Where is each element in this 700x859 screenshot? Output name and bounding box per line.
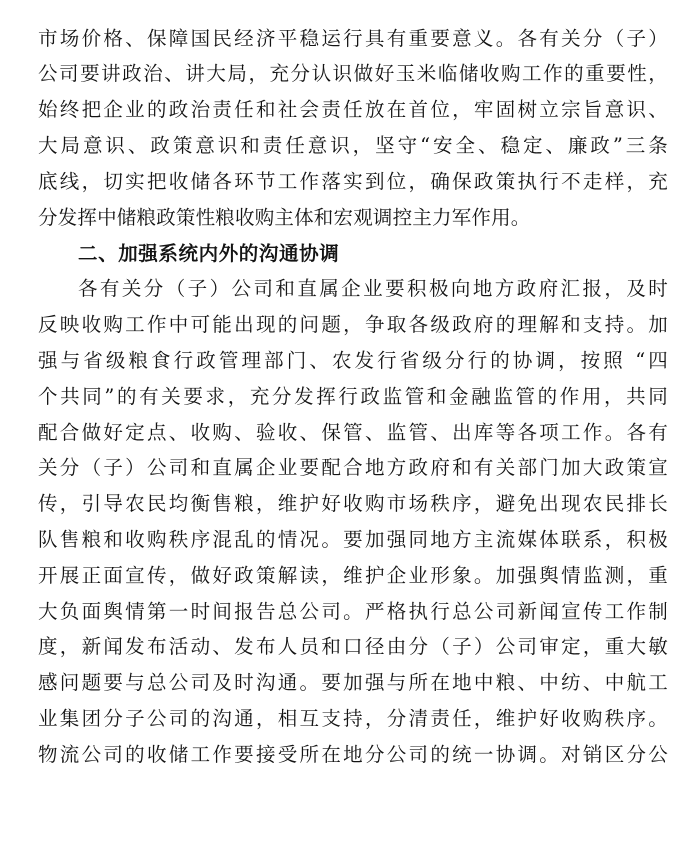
paragraph-line: 始终把企业的政治责任和社会责任放在首位，牢固树立宗旨意识、 (38, 98, 668, 121)
paragraph-line: 市场价格、保障国民经济平稳运行具有重要意义。各有关分（子） (38, 27, 668, 50)
paragraph-line: 底线，切实把收储各环节工作落实到位，确保政策执行不走样，充 (38, 170, 668, 193)
paragraph-line: 公司要讲政治、讲大局，充分认识做好玉米临储收购工作的重要性， (38, 62, 668, 85)
paragraph-line: 业集团分子公司的沟通，相互支持，分清责任，维护好收购秩序。 (38, 707, 668, 730)
paragraph-line: 配合做好定点、收购、验收、保管、监管、出库等各项工作。各有 (38, 421, 668, 444)
paragraph-line: 各有关分（子）公司和直属企业要积极向地方政府汇报，及时 (78, 277, 668, 300)
paragraph-line: 反映收购工作中可能出现的问题，争取各级政府的理解和支持。加 (38, 313, 668, 336)
paragraph-line: 传，引导农民均衡售粮，维护好收购市场秩序，避免出现农民排长 (38, 492, 668, 515)
paragraph-line: 关分（子）公司和直属企业要配合地方政府和有关部门加大政策宣 (38, 456, 668, 479)
paragraph-line: 物流公司的收储工作要接受所在地分公司的统一协调。对销区分公 (38, 743, 668, 766)
paragraph-line: 度，新闻发布活动、发布人员和口径由分（子）公司审定，重大敏 (38, 635, 668, 658)
paragraph-line: 开展正面宣传，做好政策解读，维护企业形象。加强舆情监测，重 (38, 564, 668, 587)
paragraph-line: 感问题要与总公司及时沟通。要加强与所在地中粮、中纺、中航工 (38, 671, 668, 694)
section-heading: 二、加强系统内外的沟通协调 (78, 242, 340, 265)
paragraph-line: 大负面舆情第一时间报告总公司。严格执行总公司新闻宣传工作制 (38, 600, 668, 623)
paragraph-line: 大局意识、政策意识和责任意识，坚守“安全、稳定、廉政”三条 (38, 134, 668, 157)
paragraph-line: 分发挥中储粮政策性粮收购主体和宏观调控主力军作用。 (38, 206, 531, 229)
paragraph-line: 强与省级粮食行政管理部门、农发行省级分行的协调，按照 “四 (38, 349, 668, 372)
paragraph-line: 队售粮和收购秩序混乱的情况。要加强同地方主流媒体联系，积极 (38, 528, 668, 551)
paragraph-line: 个共同”的有关要求，充分发挥行政监管和金融监管的作用，共同 (38, 385, 668, 408)
